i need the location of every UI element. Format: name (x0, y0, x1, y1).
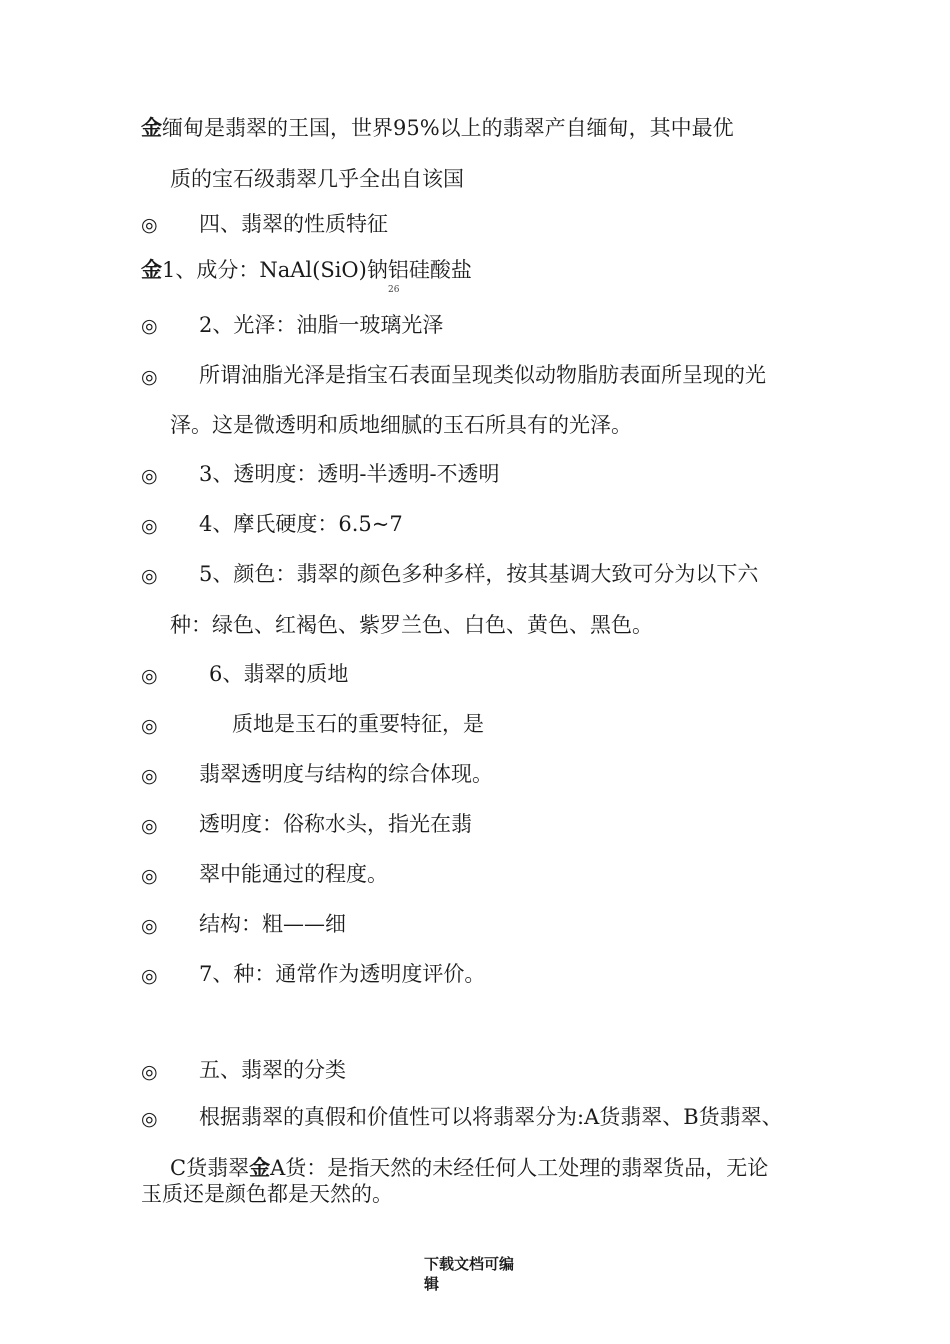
line-text: 缅甸是翡翠的王国，世界95%以上的翡翠产自缅甸，其中最优 (162, 116, 734, 140)
section-heading: 四、翡翠的性质特征 (199, 212, 388, 236)
circle-bullet: ◎ (141, 465, 158, 487)
list-item: 根据翡翠的真假和价值性可以将翡翠分为:A货翡翠、B货翡翠、 (199, 1105, 783, 1129)
circle-bullet: ◎ (141, 665, 158, 687)
list-item: 6、翡翠的质地 (209, 662, 349, 686)
paragraph-line: 种：绿色、红褐色、紫罗兰色、白色、黄色、黑色。 (170, 613, 653, 637)
list-item: 3、透明度：透明-半透明-不透明 (199, 462, 500, 486)
circle-bullet: ◎ (141, 1108, 158, 1130)
list-item: 所谓油脂光泽是指宝石表面呈现类似动物脂肪表面所呈现的光 (199, 363, 766, 387)
footer-text: 辑 (424, 1275, 440, 1293)
circle-bullet: ◎ (141, 565, 158, 587)
line-text: A货：是指天然的未经任何人工处理的翡翠货品，无论 (270, 1156, 769, 1180)
jin-marker: 金 (141, 258, 162, 282)
line-text: 1、成分：NaAl(SiO)钠铝硅酸盐 (162, 258, 472, 282)
footer-text: 下载文档可编 (424, 1255, 515, 1273)
section-heading: 五、翡翠的分类 (199, 1058, 346, 1082)
circle-bullet: ◎ (141, 815, 158, 837)
circle-bullet: ◎ (141, 515, 158, 537)
list-item: 7、种：通常作为透明度评价。 (199, 962, 486, 986)
circle-bullet: ◎ (141, 765, 158, 787)
list-item: 透明度：俗称水头，指光在翡 (199, 812, 472, 836)
paragraph-line (141, 257, 472, 283)
circle-bullet: ◎ (141, 715, 158, 737)
jin-marker: 金 (249, 1156, 271, 1180)
paragraph-line: 质的宝石级翡翠几乎全出自该国 (170, 167, 464, 191)
list-item: 4、摩氏硬度：6.5~7 (199, 512, 403, 536)
paragraph-line: 玉质还是颜色都是天然的。 (141, 1182, 393, 1206)
jin-marker: 金 (141, 116, 162, 140)
paragraph-line (170, 1155, 768, 1181)
list-item: 翠中能通过的程度。 (199, 862, 388, 886)
circle-bullet: ◎ (141, 366, 158, 388)
circle-bullet: ◎ (141, 315, 158, 337)
line-text: C货翡翠 (170, 1156, 250, 1180)
circle-bullet: ◎ (141, 915, 158, 937)
circle-bullet: ◎ (141, 965, 158, 987)
list-item: 翡翠透明度与结构的综合体现。 (199, 762, 493, 786)
paragraph-line (141, 115, 734, 141)
circle-bullet: ◎ (141, 865, 158, 887)
paragraph-line: 泽。这是微透明和质地细腻的玉石所具有的光泽。 (170, 413, 632, 437)
list-item: 5、颜色：翡翠的颜色多种多样，按其基调大致可分为以下六 (199, 562, 759, 586)
list-item: 结构：粗——细 (199, 912, 346, 936)
list-item: 2、光泽：油脂一玻璃光泽 (199, 313, 444, 337)
circle-bullet: ◎ (141, 1061, 158, 1083)
list-item: 质地是玉石的重要特征，是 (232, 712, 484, 736)
circle-bullet: ◎ (141, 214, 158, 236)
subscript-number: 26 (388, 285, 400, 295)
